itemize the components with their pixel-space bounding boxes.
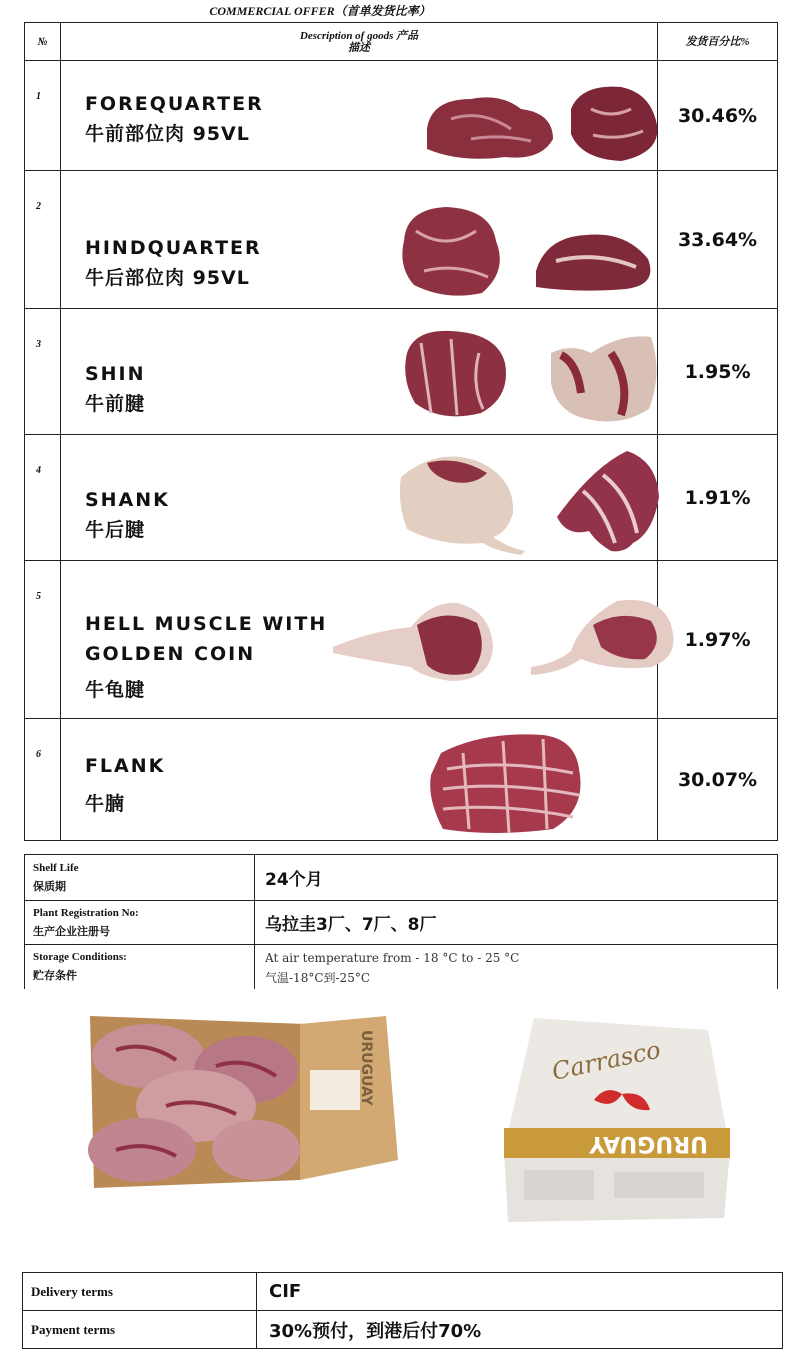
product-name-en: HINDQUARTER <box>84 237 262 259</box>
product-name-cn: 牛腩 <box>84 793 125 815</box>
table-row <box>25 719 778 841</box>
product-name <box>85 609 327 705</box>
row-number: 1 <box>25 61 61 171</box>
row-description <box>60 171 657 309</box>
plant-label <box>25 901 255 945</box>
row-number: 6 <box>25 719 61 841</box>
meat-photo-shank <box>397 447 677 557</box>
header-description-en: Description of goods 产品 <box>299 29 419 42</box>
product-name-en: SHIN <box>84 363 146 385</box>
shelf-life-label-cn: 保质期 <box>33 880 66 893</box>
terms-table <box>22 1272 783 1349</box>
meat-photo-flank <box>423 729 593 839</box>
document-title: COMMERCIAL OFFER（首单发货比率） <box>209 4 431 18</box>
table-row <box>25 435 778 561</box>
info-row-plant <box>25 901 778 945</box>
row-description <box>60 309 657 435</box>
header-description-cn: 描述 <box>348 41 370 54</box>
row-percent: 1.95% <box>658 309 778 435</box>
row-percent: 33.64% <box>658 171 778 309</box>
product-name <box>85 359 146 419</box>
payment-terms-label: Payment terms <box>23 1311 257 1349</box>
product-name-en: FLANK <box>84 755 166 777</box>
storage-label <box>25 945 255 989</box>
row-description <box>60 719 657 841</box>
product-name-cn: 牛前部位肉 95VL <box>84 123 250 145</box>
product-name <box>85 89 264 149</box>
terms-row-delivery <box>23 1273 783 1311</box>
closed-carton-photo <box>494 1000 734 1224</box>
storage-label-cn: 贮存条件 <box>33 969 77 982</box>
plant-label-en: Plant Registration No: <box>33 906 139 919</box>
table-header-row <box>25 23 778 61</box>
row-description <box>60 561 657 719</box>
carton-uruguay: URUGUAY <box>589 1131 708 1156</box>
info-row-storage <box>25 945 778 989</box>
delivery-terms-label: Delivery terms <box>23 1273 257 1311</box>
header-percent: 发货百分比% <box>658 23 778 61</box>
row-number: 2 <box>25 171 61 309</box>
plant-label-cn: 生产企业注册号 <box>33 925 110 938</box>
table-row <box>25 61 778 171</box>
product-name-cn: 牛后部位肉 95VL <box>84 267 250 289</box>
shelf-life-value: 24个月 <box>255 855 778 901</box>
payment-terms-value: 30%预付，到港后付70% <box>257 1311 783 1349</box>
row-percent: 30.46% <box>658 61 778 171</box>
storage-value-cn: 气温-18°C到-25°C <box>265 970 371 985</box>
shelf-life-label <box>25 855 255 901</box>
product-info-table <box>24 854 778 989</box>
header-number: № <box>25 23 61 61</box>
row-number: 4 <box>25 435 61 561</box>
row-description <box>60 61 657 171</box>
storage-label-en: Storage Conditions: <box>33 950 127 963</box>
row-number: 3 <box>25 309 61 435</box>
meat-photo-shin <box>401 323 681 429</box>
product-table <box>24 22 778 841</box>
table-row <box>25 309 778 435</box>
row-number: 5 <box>25 561 61 719</box>
product-name <box>85 751 165 819</box>
row-percent: 30.07% <box>658 719 778 841</box>
product-name-cn: 牛前腱 <box>84 393 145 415</box>
open-carton-photo <box>86 1010 402 1190</box>
product-name-cn: 牛龟腱 <box>84 679 145 701</box>
product-name <box>85 485 170 545</box>
shelf-life-label-en: Shelf Life <box>33 861 79 874</box>
header-description <box>60 23 657 61</box>
table-row <box>25 171 778 309</box>
info-row-shelf-life <box>25 855 778 901</box>
carton-word: URUGUAY <box>358 1030 374 1106</box>
row-percent: 1.97% <box>658 561 778 719</box>
meat-photo-hindquarter <box>396 201 676 301</box>
product-name <box>85 233 262 293</box>
row-percent: 1.91% <box>658 435 778 561</box>
carton-brand: Carrasco <box>549 1035 663 1086</box>
product-name-en: HELL MUSCLE WITH <box>84 613 328 635</box>
product-name-cn: 牛后腱 <box>84 519 145 541</box>
table-row <box>25 561 778 719</box>
storage-value <box>255 945 778 989</box>
product-name-en: FOREQUARTER <box>84 93 264 115</box>
row-description <box>60 435 657 561</box>
storage-value-en: At air temperature from - 18 °C to - 25 °C <box>265 950 520 965</box>
meat-photo-forequarter <box>421 79 671 163</box>
terms-row-payment <box>23 1311 783 1349</box>
delivery-terms-value: CIF <box>257 1273 783 1311</box>
product-name-en-2: GOLDEN COIN <box>84 643 256 665</box>
product-name-en: SHANK <box>84 489 170 511</box>
meat-photo-hell-muscle <box>331 581 681 691</box>
plant-value: 乌拉圭3厂、7厂、8厂 <box>255 901 778 945</box>
